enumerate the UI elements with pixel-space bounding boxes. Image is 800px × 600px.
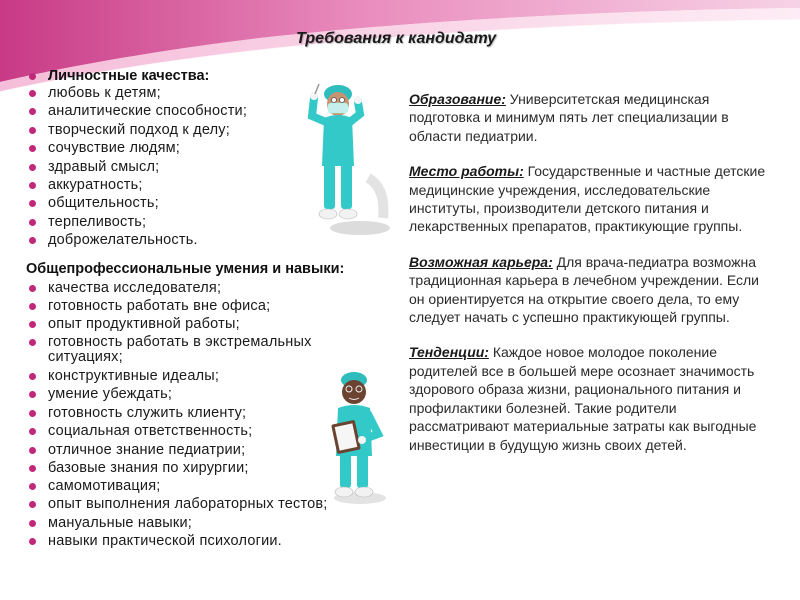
doctor-with-clipboard-icon: [318, 368, 398, 506]
list-item: мануальные навыки;: [26, 514, 376, 532]
list-item: готовность работать в экстремальных ситуациях;: [26, 334, 378, 367]
list-item: сочувствие людям;: [26, 139, 376, 157]
trends-text: Каждое новое молодое поколение родителей все в большей мере осознает значимость здорового образа жизни, рационального питания и профилактики болезней. Такие родители рассматривают материальные затраты как выгодные инвестиции в будущую жизнь своих детей.: [409, 344, 757, 453]
list-item: здравый смысл;: [26, 158, 376, 176]
surgeon-figure-icon: [298, 78, 393, 238]
list-item: самомотивация;: [26, 477, 376, 495]
career-text: Для врача-педиатра возможна традиционная карьера в лечебном учреждении. Если он ориентируется на открытие своего дела, то ему следует начать с успешно практикующей группы.: [409, 253, 760, 326]
personal-qualities-heading: Личностные качества:: [26, 68, 376, 84]
list-item: базовые знания по хирургии;: [26, 459, 376, 477]
education-label: Образование:: [409, 91, 506, 107]
list-item: аналитические способности;: [26, 102, 376, 120]
list-item: опыт продуктивной работы;: [26, 315, 376, 333]
workplace-label: Место работы:: [409, 163, 524, 180]
list-item: конструктивные идеалы;: [26, 367, 376, 385]
list-item: качества исследователя;: [26, 279, 376, 297]
trends-paragraph: [409, 343, 774, 453]
profession-info-column: [409, 90, 774, 471]
list-item: отличное знание педиатрии;: [26, 441, 376, 459]
list-item: опыт выполнения лабораторных тестов;: [26, 496, 328, 514]
workplace-paragraph: [409, 162, 774, 236]
career-paragraph: [409, 253, 774, 327]
list-item: готовность работать вне офиса;: [26, 297, 376, 315]
education-text: Университетская медицинская подготовка и минимум пять лет специализации в области педиатрии.: [409, 91, 729, 144]
list-item: навыки практической психологии.: [26, 532, 376, 550]
list-item: социальная ответственность;: [26, 422, 376, 440]
list-item: умение убеждать;: [26, 385, 376, 403]
list-item: готовность служить клиенту;: [26, 404, 376, 422]
list-item: творческий подход к делу;: [26, 121, 376, 139]
list-item: аккуратность;: [26, 176, 376, 194]
list-item: терпеливость;: [26, 213, 376, 231]
workplace-text: Государственные и частные детские медицинские учреждения, исследовательские институты, производители детского питания и лекарственных препаратов, практикующие группы.: [409, 163, 766, 235]
list-item: доброжелательность.: [26, 231, 376, 249]
page-title: Требования к кандидату: [296, 30, 497, 47]
list-item: любовь к детям;: [26, 84, 376, 102]
education-paragraph: [409, 90, 774, 145]
trends-label: Тенденции:: [409, 344, 489, 361]
professional-skills-heading: Общепрофессиональные умения и навыки:: [26, 260, 345, 277]
career-label: Возможная карьера:: [409, 253, 553, 270]
list-item: общительность;: [26, 194, 376, 212]
